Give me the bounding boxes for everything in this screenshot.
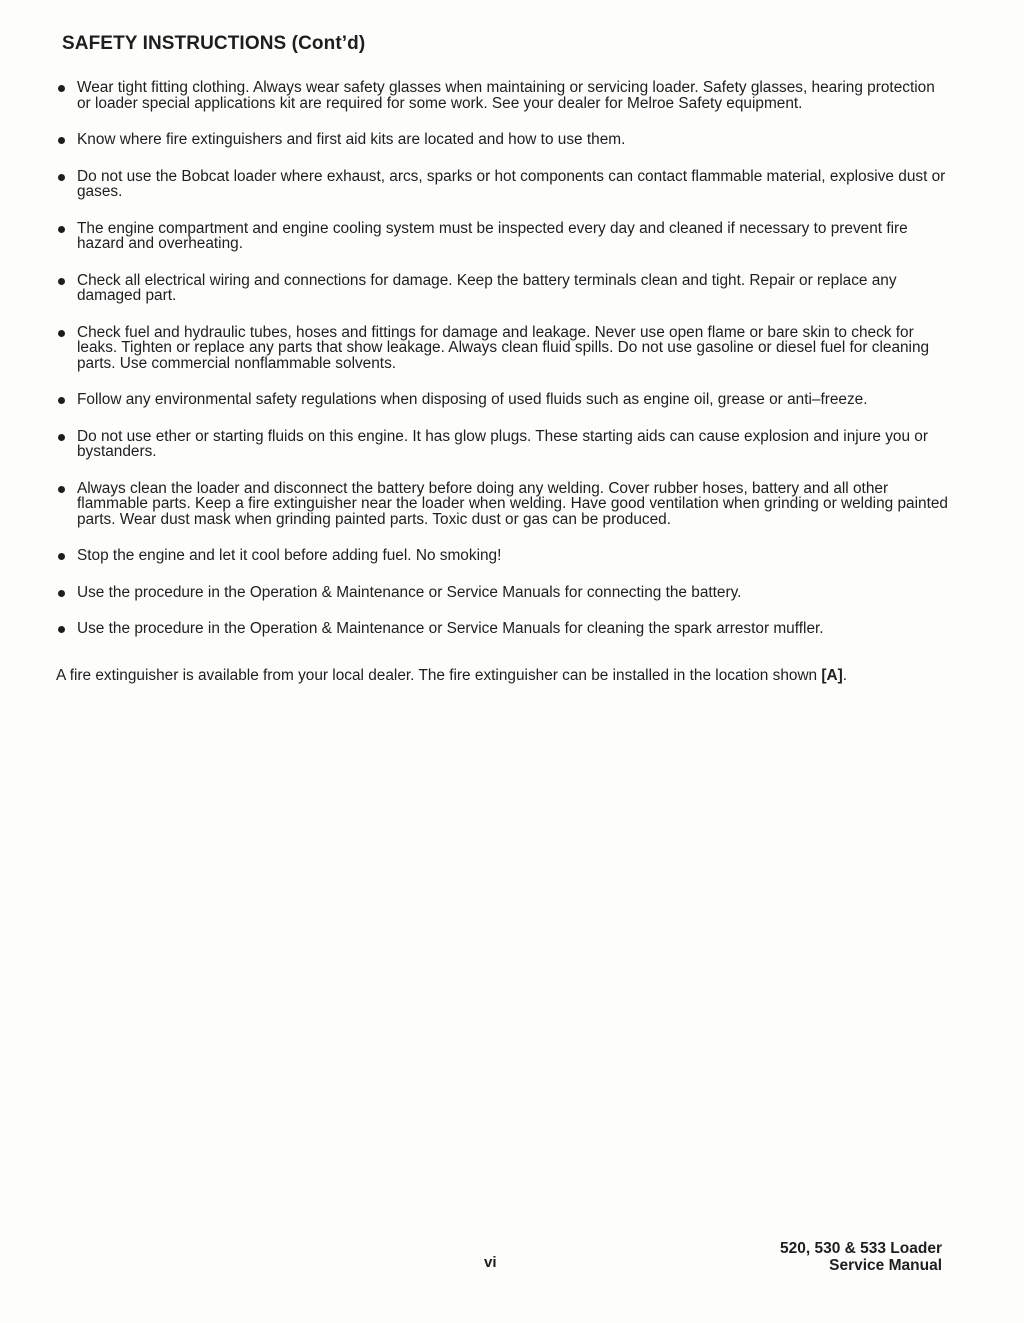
page-title: SAFETY INSTRUCTIONS (Cont’d) [62,33,366,54]
bullet-adding-fuel: Stop the engine and let it cool before adding fuel. No smoking! [56,548,948,564]
figure-reference: [A] [821,667,843,684]
bullet-fuel-hydraulic: Check fuel and hydraulic tubes, hoses and fittings for damage and leakage. Never use open flame or bare skin to check for leaks. Tighten or replace any parts that show leakage. Always clean fluid spills. Do not use gasoline or diesel fuel for cleaning parts. Use commercial nonflammable solvents. [56,325,948,372]
bullet-starting-fluids: Do not use ether or starting fluids on this engine. It has glow plugs. These starting aids can cause explosion and injure you or bystanders. [56,429,948,460]
safety-bullet-list [56,80,948,658]
bullet-spark-arrestor: Use the procedure in the Operation & Maintenance or Service Manuals for cleaning the spark arrestor muffler. [56,621,948,637]
bullet-environmental: Follow any environmental safety regulations when disposing of used fluids such as engine oil, grease or anti–freeze. [56,392,948,408]
bullet-fire-extinguishers: Know where fire extinguishers and first aid kits are located and how to use them. [56,132,948,148]
bullet-connecting-battery: Use the procedure in the Operation & Maintenance or Service Manuals for connecting the battery. [56,585,948,601]
bullet-engine-compartment: The engine compartment and engine cooling system must be inspected every day and cleaned if necessary to prevent fire hazard and overheating. [56,221,948,252]
bullet-clothing: Wear tight fitting clothing. Always wear safety glasses when maintaining or servicing loader. Safety glasses, hearing protection or loader special applications kit are required for some work. See your dealer for Melroe Safety equipment. [56,80,948,111]
page-number: vi [484,1254,497,1271]
manual-line: Service Manual [829,1257,942,1274]
bullet-electrical-wiring: Check all electrical wiring and connections for damage. Keep the battery terminals clean and tight. Repair or replace any damaged part. [56,273,948,304]
note-text: A fire extinguisher is available from your local dealer. The fire extinguisher can be installed in the location shown [56,667,822,684]
fire-extinguisher-note [56,667,956,685]
model-line: 520, 530 & 533 Loader [780,1240,942,1257]
bullet-welding: Always clean the loader and disconnect the battery before doing any welding. Cover rubber hoses, battery and all other flammable parts. Keep a fire extinguisher near the loader when welding. Have good ventilation when grinding or welding painted parts. Wear dust mask when grinding painted parts. Toxic dust or gas can be produced. [56,481,948,528]
note-end: . [842,667,848,684]
manual-title [780,1240,942,1274]
bullet-flammable-material: Do not use the Bobcat loader where exhaust, arcs, sparks or hot components can contact flammable material, explosive dust or gases. [56,169,948,200]
